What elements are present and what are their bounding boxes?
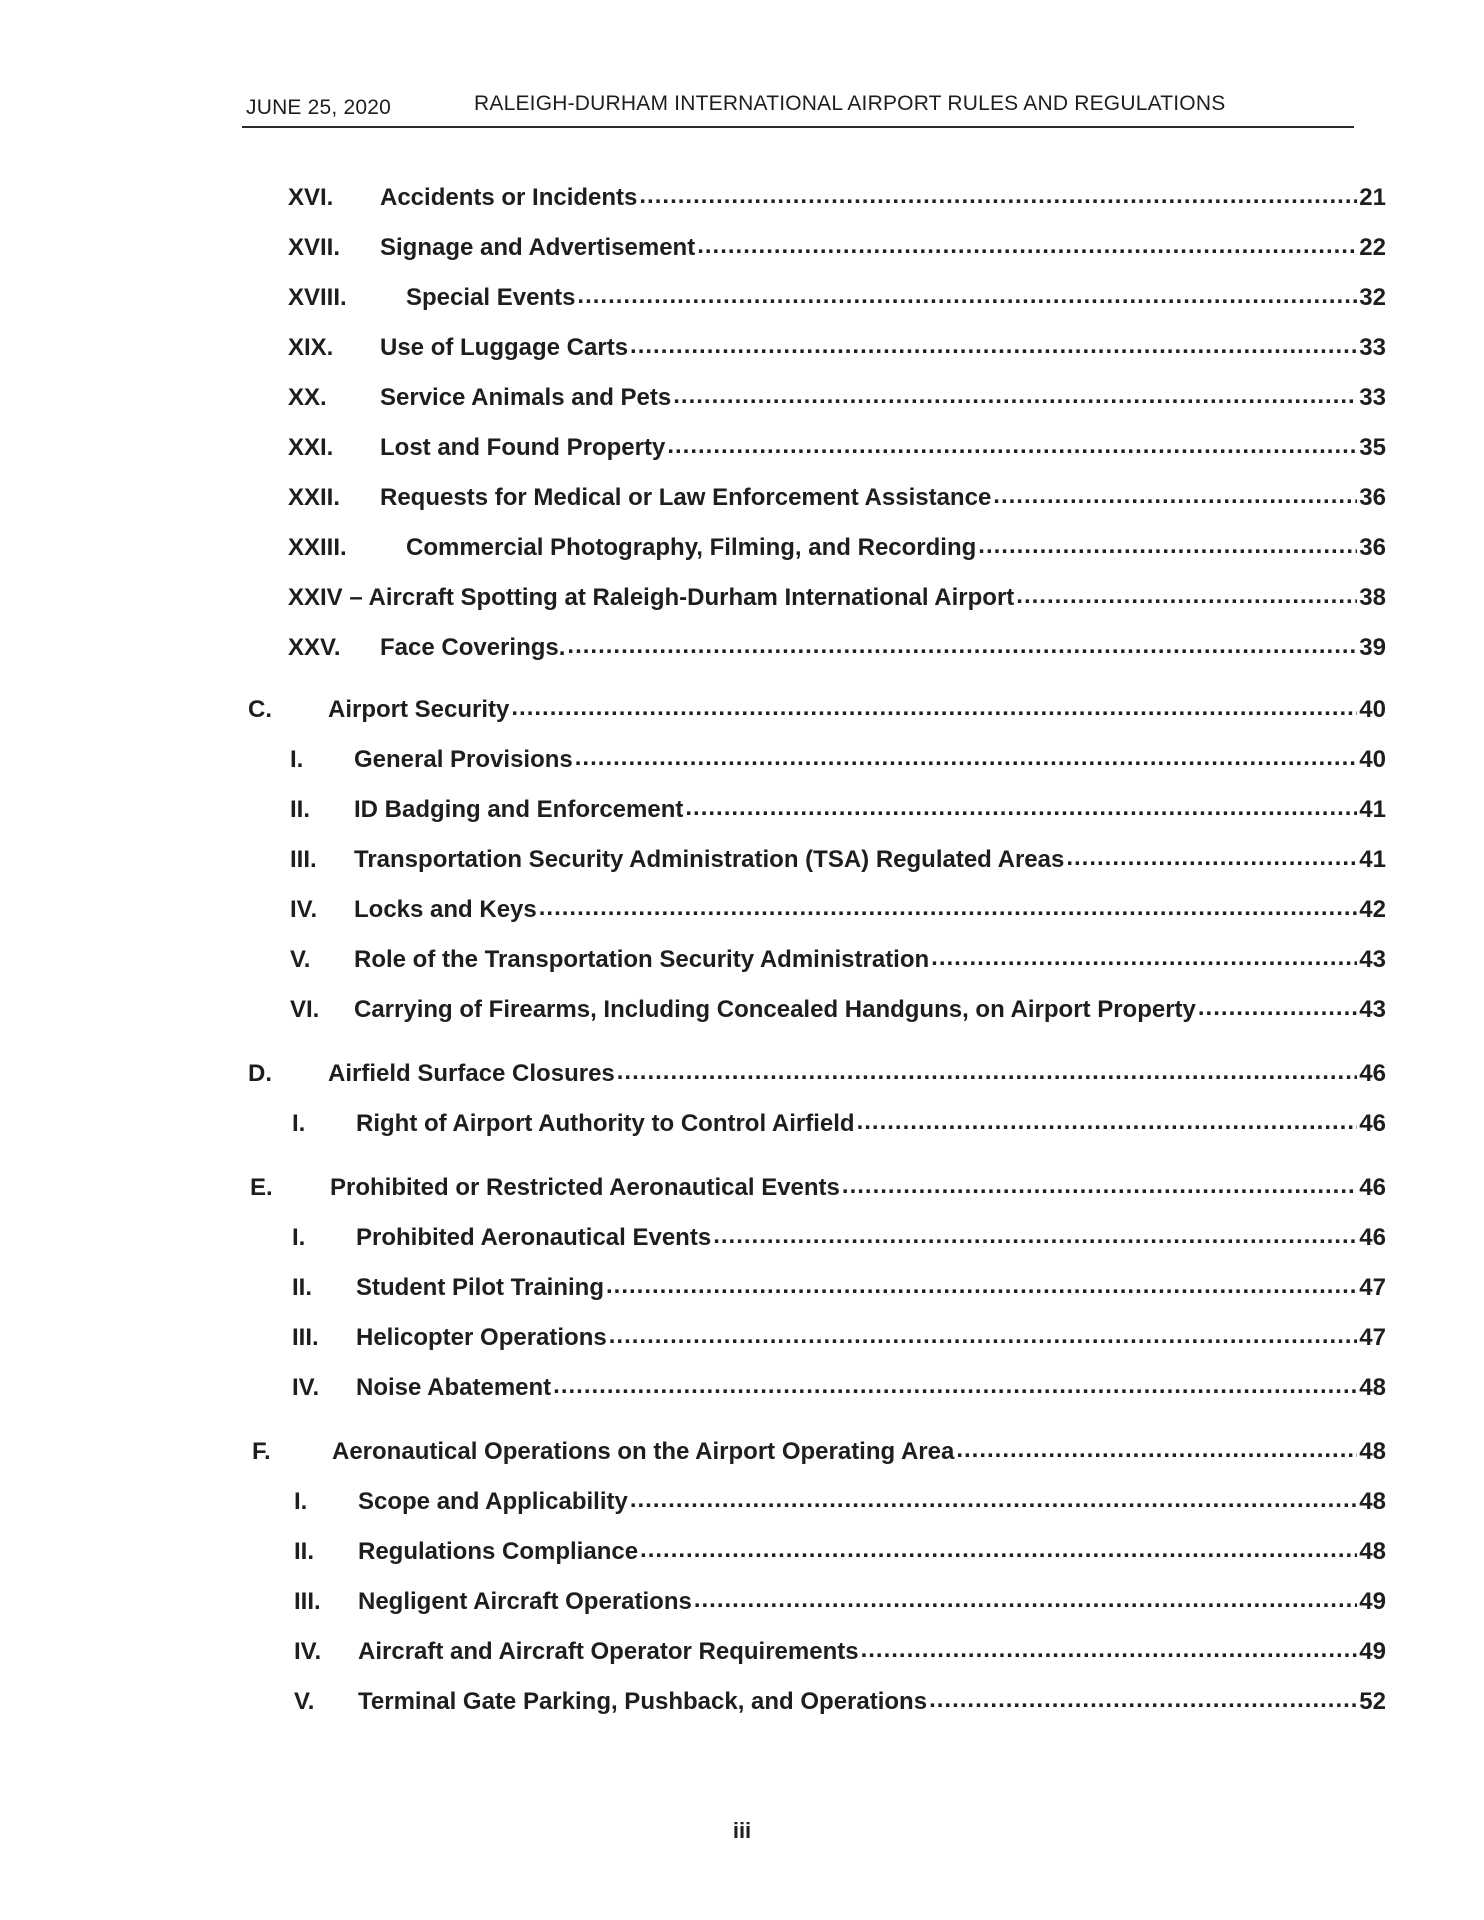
toc-entry-number: V. <box>290 946 311 973</box>
toc-entry-page: 40 <box>1359 746 1386 773</box>
toc-entry[interactable] <box>294 1586 1386 1618</box>
toc-entry-number: XVII. <box>288 234 341 261</box>
toc-section-letter: E. <box>250 1174 273 1201</box>
toc-leader-dots <box>567 630 1357 662</box>
toc-entry-number: I. <box>294 1488 308 1515</box>
toc-entry[interactable] <box>288 232 1386 264</box>
toc-entry[interactable] <box>294 1536 1386 1568</box>
toc-entry-page: 32 <box>1359 284 1386 311</box>
toc-entry[interactable] <box>288 332 1386 364</box>
toc-leader-dots <box>539 892 1358 924</box>
toc-entry-page: 46 <box>1359 1174 1386 1201</box>
toc-entry-title: Negligent Aircraft Operations <box>358 1588 692 1615</box>
toc-leader-dots <box>667 430 1357 462</box>
toc-entry-page: 43 <box>1359 946 1386 973</box>
toc-entry-title: Prohibited or Restricted Aeronautical Events <box>330 1174 840 1201</box>
toc-entry-page: 49 <box>1359 1638 1386 1665</box>
toc-entry-number: I. <box>292 1110 306 1137</box>
toc-leader-dots <box>553 1370 1357 1402</box>
toc-entry[interactable] <box>290 994 1386 1026</box>
toc-entry[interactable] <box>290 944 1386 976</box>
toc-entry[interactable] <box>294 1686 1386 1718</box>
toc-entry-title: Service Animals and Pets <box>380 384 672 411</box>
toc-entry-number: II. <box>292 1274 313 1301</box>
toc-entry-number: XX. <box>288 384 327 411</box>
toc-entry-number: I. <box>292 1224 306 1251</box>
toc-leader-dots <box>685 792 1357 824</box>
toc-entry-number: VI. <box>290 996 320 1023</box>
toc-entry-number: I. <box>290 746 304 773</box>
toc-leader-dots <box>640 1534 1357 1566</box>
toc-entry-title: Lost and Found Property <box>380 434 666 461</box>
toc-entry-number: V. <box>294 1688 315 1715</box>
toc-entry-number: XXIII. <box>288 534 347 561</box>
toc-leader-dots <box>630 1484 1357 1516</box>
toc-entry-page: 48 <box>1359 1538 1386 1565</box>
page-number: iii <box>732 1818 752 1843</box>
toc-leader-dots <box>575 742 1358 774</box>
toc-entry[interactable] <box>294 1636 1386 1668</box>
toc-entry-title: General Provisions <box>354 746 573 773</box>
toc-entry[interactable] <box>290 844 1386 876</box>
toc-entry-title: Scope and Applicability <box>358 1488 628 1515</box>
toc-leader-dots <box>1066 842 1357 874</box>
toc-leader-dots <box>1198 992 1357 1024</box>
toc-entry-title: Terminal Gate Parking, Pushback, and Operations <box>358 1688 928 1715</box>
toc-leader-dots <box>606 1270 1357 1302</box>
toc-entry[interactable] <box>288 532 1386 564</box>
toc-entry-title: ID Badging and Enforcement <box>354 796 684 823</box>
toc-entry[interactable] <box>288 182 1386 214</box>
toc-entry[interactable] <box>288 432 1386 464</box>
toc-entry-page: 52 <box>1359 1688 1386 1715</box>
toc-entry-page: 46 <box>1359 1060 1386 1087</box>
toc-entry-page: 46 <box>1359 1224 1386 1251</box>
toc-entry-title: Helicopter Operations <box>356 1324 607 1351</box>
toc-entry-page: 40 <box>1359 696 1386 723</box>
toc-leader-dots <box>842 1170 1357 1202</box>
toc-entry-title: Regulations Compliance <box>358 1538 639 1565</box>
toc-entry-number: XXV. <box>288 634 341 661</box>
toc-leader-dots <box>577 280 1357 312</box>
toc-entry-number: IV. <box>292 1374 320 1401</box>
toc-entry-page: 42 <box>1359 896 1386 923</box>
toc-entry-title: Signage and Advertisement <box>380 234 696 261</box>
toc-entry[interactable] <box>292 1372 1386 1404</box>
toc-leader-dots <box>630 330 1357 362</box>
toc-entry-title: Commercial Photography, Filming, and Recording <box>406 534 977 561</box>
toc-leader-dots <box>713 1220 1357 1252</box>
toc-entry-number: XVIII. <box>288 284 347 311</box>
toc-entry-title: Accidents or Incidents <box>380 184 638 211</box>
toc-entry-number: II. <box>290 796 311 823</box>
toc-entry-page: 41 <box>1359 796 1386 823</box>
toc-section-entry[interactable] <box>250 1172 1386 1204</box>
toc-entry-title: Transportation Security Administration (TSA) Regulated Areas <box>354 846 1065 873</box>
toc-entry-title: Airfield Surface Closures <box>328 1060 615 1087</box>
toc-leader-dots <box>673 380 1357 412</box>
toc-leader-dots <box>511 692 1357 724</box>
toc-leader-dots <box>857 1106 1358 1138</box>
toc-section-letter: F. <box>252 1438 271 1465</box>
toc-entry-page: 46 <box>1359 1110 1386 1137</box>
toc-entry[interactable] <box>292 1322 1386 1354</box>
toc-entry-title: Right of Airport Authority to Control Airfield <box>356 1110 855 1137</box>
toc-section-entry[interactable] <box>248 1058 1386 1090</box>
toc-leader-dots <box>697 230 1357 262</box>
toc-entry-number: IV. <box>294 1638 322 1665</box>
toc-entry-title: Student Pilot Training <box>356 1274 604 1301</box>
toc-entry-page: 41 <box>1359 846 1386 873</box>
toc-entry[interactable] <box>290 894 1386 926</box>
toc-entry-number: IV. <box>290 896 318 923</box>
toc-entry-page: 48 <box>1359 1374 1386 1401</box>
toc-entry-title: Airport Security <box>328 696 510 723</box>
toc-entry-page: 47 <box>1359 1274 1386 1301</box>
toc-entry[interactable] <box>294 1486 1386 1518</box>
toc-entry-page: 38 <box>1359 584 1386 611</box>
toc-entry[interactable] <box>292 1108 1386 1140</box>
toc-section-letter: D. <box>248 1060 272 1087</box>
toc-leader-dots <box>609 1320 1358 1352</box>
toc-entry-title: Noise Abatement <box>356 1374 552 1401</box>
toc-entry-number: III. <box>290 846 317 873</box>
toc-entry-number: II. <box>294 1538 315 1565</box>
toc-entry-page: 39 <box>1359 634 1386 661</box>
toc-entry-title: Face Coverings. <box>380 634 566 661</box>
toc-entry-title: Use of Luggage Carts <box>380 334 629 361</box>
toc-entry-title: XXIV – Aircraft Spotting at Raleigh-Durham International Airport <box>288 584 1015 611</box>
toc-leader-dots <box>694 1584 1357 1616</box>
toc-entry-page: 36 <box>1359 534 1386 561</box>
toc-entry-title: Aircraft and Aircraft Operator Requirements <box>358 1638 859 1665</box>
toc-entry-title: Role of the Transportation Security Administration <box>354 946 930 973</box>
toc-entry[interactable] <box>290 794 1386 826</box>
toc-entry-number: XVI. <box>288 184 334 211</box>
toc-section-letter: C. <box>248 696 272 723</box>
toc-entry-number: III. <box>292 1324 319 1351</box>
toc-entry-page: 48 <box>1359 1488 1386 1515</box>
toc-entry-page: 22 <box>1359 234 1386 261</box>
toc-leader-dots <box>617 1056 1358 1088</box>
toc-entry-page: 33 <box>1359 334 1386 361</box>
toc-leader-dots <box>1016 580 1357 612</box>
toc-section-entry[interactable] <box>248 694 1386 726</box>
toc-leader-dots <box>929 1684 1357 1716</box>
toc-entry-title: Aeronautical Operations on the Airport Operating Area <box>332 1438 955 1465</box>
toc-entry-title: Requests for Medical or Law Enforcement Assistance <box>380 484 992 511</box>
toc-entry[interactable] <box>292 1272 1386 1304</box>
toc-entry-page: 47 <box>1359 1324 1386 1351</box>
toc-leader-dots <box>639 180 1357 212</box>
toc-entry[interactable] <box>290 744 1386 776</box>
header-document-title: RALEIGH-DURHAM INTERNATIONAL AIRPORT RULES AND REGULATIONS <box>474 92 1226 115</box>
toc-leader-dots <box>931 942 1357 974</box>
toc-entry-number: XXI. <box>288 434 334 461</box>
toc-entry[interactable] <box>288 382 1386 414</box>
toc-entry-page: 43 <box>1359 996 1386 1023</box>
toc-section-entry[interactable] <box>252 1436 1386 1468</box>
toc-entry[interactable] <box>288 582 1386 614</box>
toc-entry[interactable] <box>288 632 1386 664</box>
toc-entry-title: Special Events <box>406 284 576 311</box>
header-date: JUNE 25, 2020 <box>246 96 392 119</box>
toc-entry[interactable] <box>292 1222 1386 1254</box>
toc-leader-dots <box>993 480 1357 512</box>
toc-leader-dots <box>978 530 1357 562</box>
toc-entry-page: 49 <box>1359 1588 1386 1615</box>
toc-leader-dots <box>861 1634 1358 1666</box>
toc-entry-page: 35 <box>1359 434 1386 461</box>
toc-entry-number: XIX. <box>288 334 334 361</box>
toc-entry-page: 48 <box>1359 1438 1386 1465</box>
toc-entry-title: Locks and Keys <box>354 896 537 923</box>
toc-entry-number: XXII. <box>288 484 341 511</box>
toc-entry-number: III. <box>294 1588 321 1615</box>
toc-entry-title: Carrying of Firearms, Including Concealed Handguns, on Airport Property <box>354 996 1196 1023</box>
toc-entry[interactable] <box>288 482 1386 514</box>
toc-entry[interactable] <box>288 282 1386 314</box>
toc-leader-dots <box>956 1434 1357 1466</box>
toc-entry-page: 36 <box>1359 484 1386 511</box>
toc-entry-page: 21 <box>1359 184 1386 211</box>
toc-entry-page: 33 <box>1359 384 1386 411</box>
toc-entry-title: Prohibited Aeronautical Events <box>356 1224 712 1251</box>
